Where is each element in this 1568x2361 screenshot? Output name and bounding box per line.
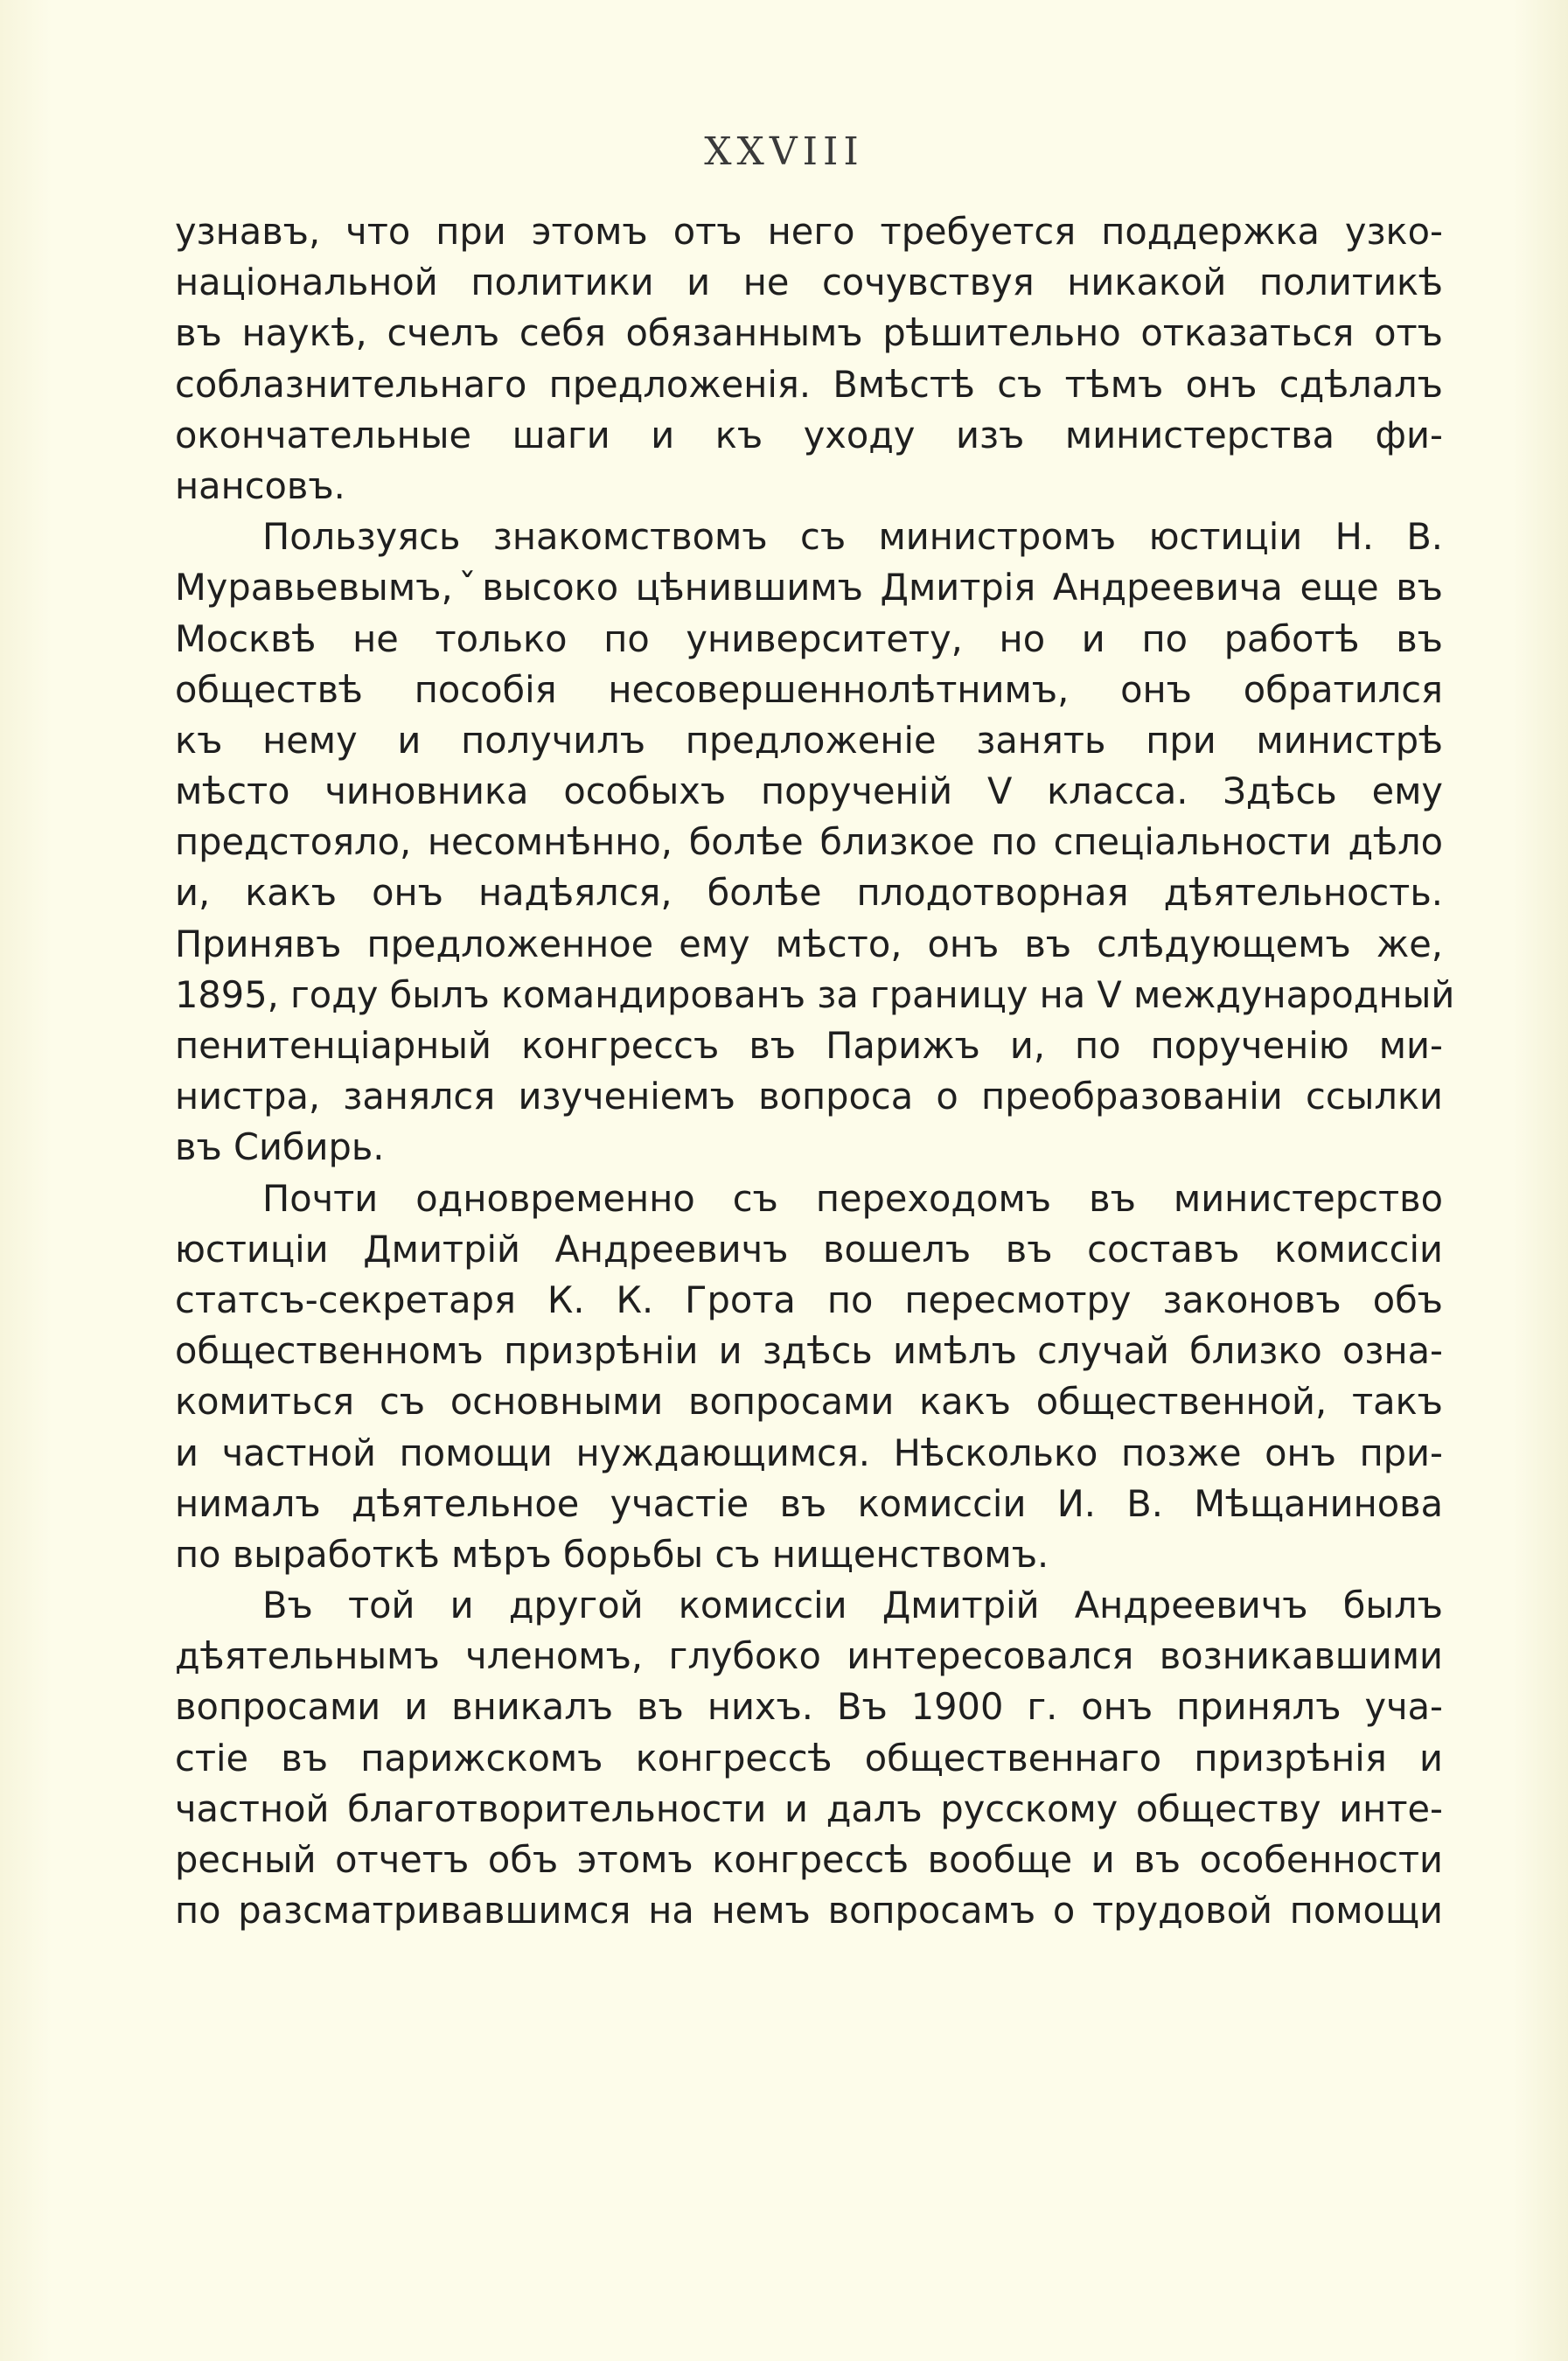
text-line: Пользуясь знакомствомъ съ министромъ юстиціи Н. В. <box>262 515 1443 559</box>
text-line: по разсматривавшимся на немъ вопросамъ о трудовой помощи <box>175 1889 1443 1933</box>
text-line: юстиціи Дмитрій Андреевичъ вошелъ въ составъ комиссіи <box>175 1227 1443 1271</box>
text-line: соблазнительнаго предложенія. Вмѣстѣ съ тѣмъ онъ сдѣлалъ <box>175 362 1443 406</box>
text-line: нистра, занялся изученіемъ вопроса о преобразованіи ссылки <box>175 1075 1443 1118</box>
text-line: нималъ дѣятельное участіе въ комиссіи И. В. Мѣщанинова <box>175 1481 1443 1525</box>
text-line: статсъ-секретаря К. К. Грота по пересмотру законовъ объ <box>175 1278 1443 1321</box>
text-line: въ наукѣ, счелъ себя обязаннымъ рѣшительно отказаться отъ <box>175 311 1443 355</box>
paragraph <box>175 1174 1443 1581</box>
text-line: дѣятельнымъ членомъ, глубоко интересовался возникавшими <box>175 1634 1443 1678</box>
text-line: ресный отчетъ объ этомъ конгрессѣ вообще и въ особенности <box>175 1838 1443 1881</box>
text-line: частной благотворительности и далъ русскому обществу инте- <box>175 1786 1443 1830</box>
text-line: стіе въ парижскомъ конгрессѣ общественнаго призрѣнія и <box>175 1736 1443 1779</box>
text-line: въ Сибирь. <box>175 1125 385 1169</box>
text-line: національной политики и не сочувствуя никакой политикѣ <box>175 261 1443 304</box>
text-line: мѣсто чиновника особыхъ порученій V класса. Здѣсь ему <box>175 770 1443 813</box>
text-line: Муравьевымъ,ˇвысоко цѣнившимъ Дмитрія Андреевича еще въ <box>175 566 1443 609</box>
paragraph <box>175 512 1455 1173</box>
text-line: Принявъ предложенное ему мѣсто, онъ въ слѣдующемъ же, <box>175 922 1443 965</box>
paragraph <box>175 1580 1443 1936</box>
paragraph <box>175 206 1443 512</box>
text-line: предстояло, несомнѣнно, болѣе близкое по спеціальности дѣло <box>175 820 1443 864</box>
page-number-header: XXVIII <box>704 129 864 174</box>
text-line: обществѣ пособія несовершеннолѣтнимъ, онъ обратился <box>175 667 1443 711</box>
text-line: къ нему и получилъ предложеніе занять при министрѣ <box>175 718 1443 762</box>
text-line: окончательные шаги и къ уходу изъ министерства фи- <box>175 413 1443 456</box>
text-line: 1895, году былъ командированъ за границу на V международный <box>175 972 1455 1016</box>
page-body <box>175 206 1455 1936</box>
text-line: по выработкѣ мѣръ борьбы съ нищенствомъ. <box>175 1532 1049 1576</box>
text-line: Почти одновременно съ переходомъ въ министерство <box>262 1176 1443 1220</box>
text-line: пенитенціарный конгрессъ въ Парижъ и, по порученію ми- <box>175 1024 1443 1067</box>
text-line: узнавъ, что при этомъ отъ него требуется поддержка узко- <box>175 210 1443 253</box>
text-line: нансовъ. <box>175 463 345 507</box>
text-line: вопросами и вникалъ въ нихъ. Въ 1900 г. онъ принялъ уча- <box>175 1685 1443 1729</box>
text-line: и, какъ онъ надѣялся, болѣе плодотворная дѣятельность. <box>175 871 1443 915</box>
text-line: Москвѣ не только по университету, но и по работѣ въ <box>175 616 1443 660</box>
text-line: комиться съ основными вопросами какъ общественной, такъ <box>175 1380 1443 1424</box>
text-line: и частной помощи нуждающимся. Нѣсколько позже онъ при- <box>175 1431 1443 1474</box>
text-line: общественномъ призрѣніи и здѣсь имѣлъ случай близко озна- <box>175 1329 1443 1373</box>
text-line: Въ той и другой комиссіи Дмитрій Андреевичъ былъ <box>262 1584 1443 1627</box>
